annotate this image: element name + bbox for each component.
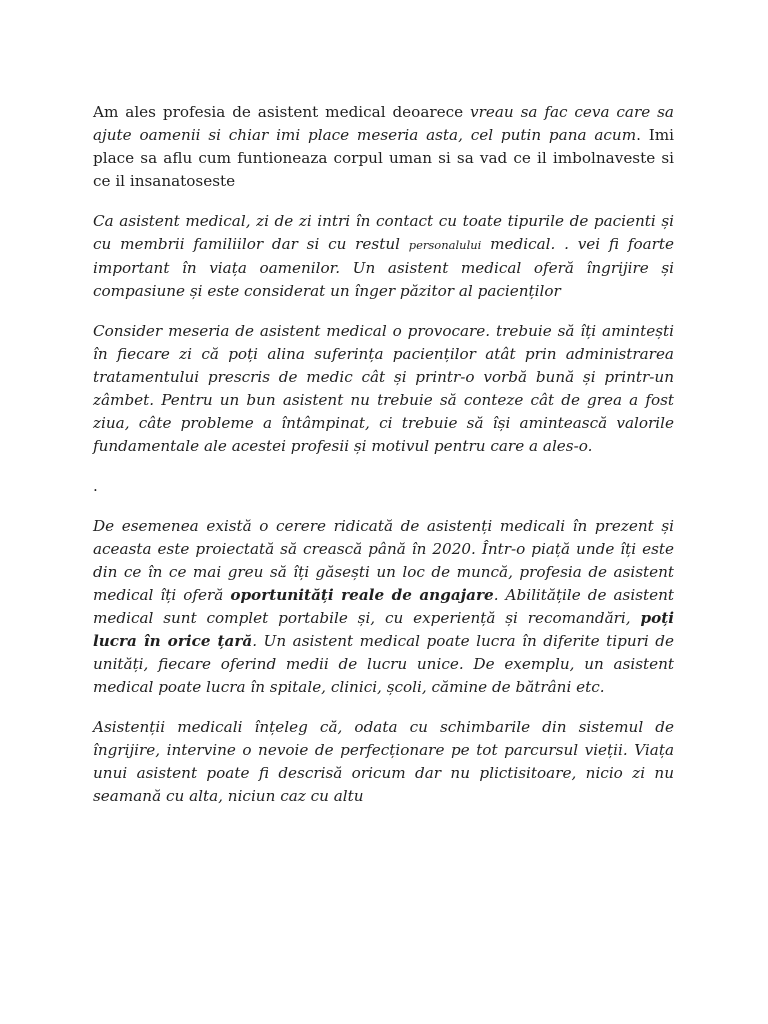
p4-text-c: . Abilitățile de asistent medical sunt complet portabile și, cu experiență și recomandări, [93,586,674,627]
p1-text-b: vreau sa fac ceva care sa ajute oamenii si chiar imi place meseria asta, cel putin pana acum [93,103,674,144]
paragraph-1 [93,101,674,193]
p4-text-d: poți lucra în orice țară [93,609,674,650]
paragraph-2 [93,210,674,303]
p1-text-c: . Imi place sa aflu cum funtioneaza corpul uman si sa vad ce il imbolnaveste si ce il insanatoseste [93,126,675,190]
document-body [93,101,674,825]
p1-text-a: Am ales profesia de asistent medical deoarece [93,103,471,121]
p4-text-b: oportunități reale de angajare [230,586,494,604]
p2-text-a: Ca asistent medical, zi de zi intri în contact cu toate tipurile de pacienti și cu membrii familiilor dar si cu restul [93,212,674,253]
p4-text-a: De esemenea există o cerere ridicată de asistenți medicali în prezent și aceasta este proiectată să crească până în 2020. Într-o piață unde îți este din ce în ce mai greu să îți găsești un loc de muncă, profesia de asistent medical îți oferă [93,517,674,604]
paragraph-3: Consider meseria de asistent medical o provocare. trebuie să îți amintești în fiecare zi că poți alina suferința pacienților atât prin administrarea tratamentului prescris de medic cât și printr-o vorbă bună și printr-un zâmbet. Pentru un bun asistent nu trebuie să conteze cât de grea a fost ziua, câte probleme a întâmpinat, ci trebuie să își amintească valorile fundamentale ale acestei profesii și motivul pentru care a ales-o. [93,322,674,455]
p2-text-c: medical. . vei fi foarte important în viața oamenilor. Un asistent medical oferă îngrijire și compasiune și este considerat un înger păzitor al pacienților [93,235,674,300]
paragraph-4 [93,515,674,699]
separator-dot: . [93,477,98,495]
paragraph-5: Asistenții medicali înțeleg că, odata cu schimbarile din sistemul de îngrijire, intervine o nevoie de perfecționare pe tot parcursul vieții. Viața unui asistent poate fi descrisă oricum dar nu plictisitoare, nicio zi nu seamană cu alta, niciun caz cu altu [93,718,674,805]
p4-text-e: . Un asistent medical poate lucra în diferite tipuri de unități, fiecare oferind medii de lucru unice. De exemplu, un asistent medical poate lucra în spitale, clinici, școli, cămine de bătrâni etc. [93,632,674,696]
p2-text-b: personalului [408,238,482,252]
